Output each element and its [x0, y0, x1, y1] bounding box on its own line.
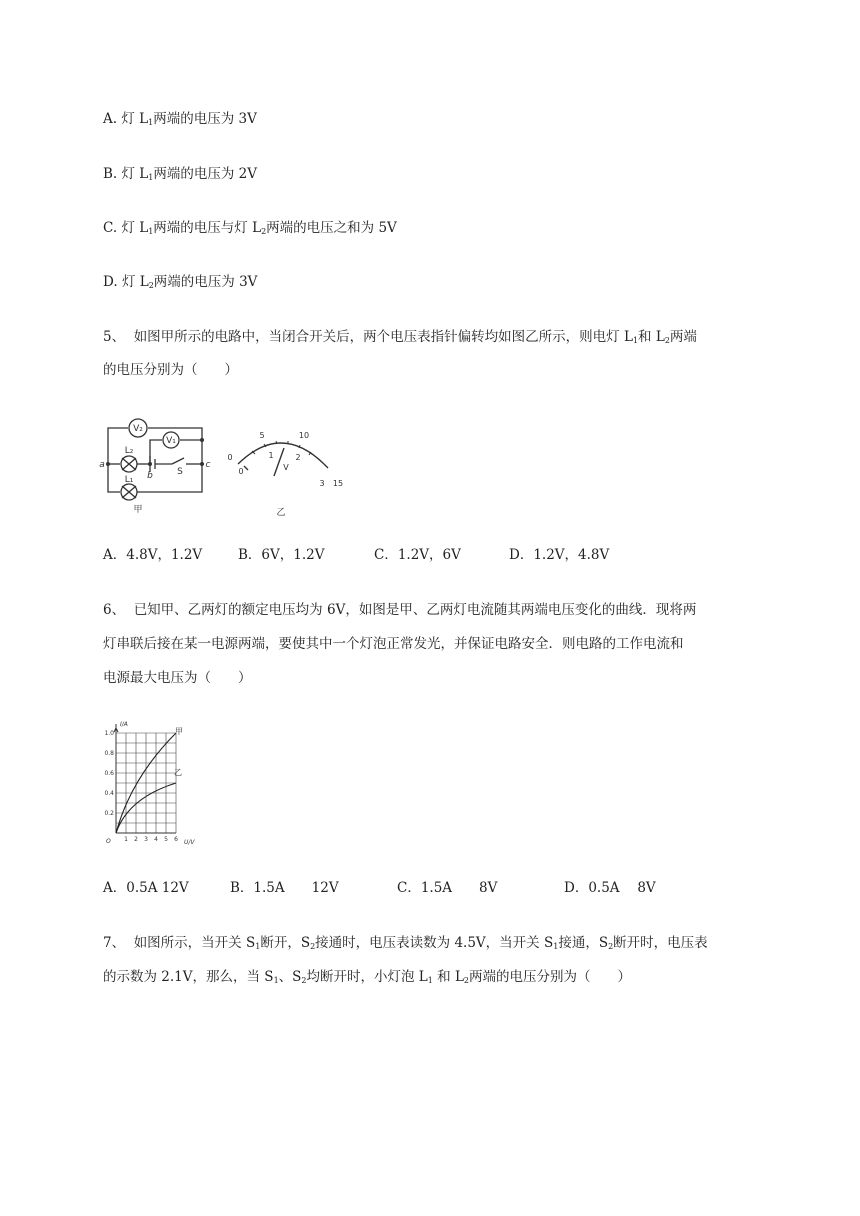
scale-top-10: 10 — [298, 431, 310, 440]
x-tick-4: 4 — [154, 836, 158, 843]
curve-jia-label: 甲 — [175, 727, 183, 736]
v1-label: V₁ — [166, 436, 176, 446]
y-tick-0-4: 0.4 — [104, 790, 114, 797]
scale-top-15: 15 — [332, 479, 344, 488]
q6-stem-line1: 6、 已知甲、乙两灯的额定电压均为 6V，如图是甲、乙两灯电流随其两端电压变化的曲线．现将两 — [103, 602, 697, 618]
scale-bottom-3: 3 — [319, 479, 325, 488]
scale-bottom-2: 2 — [295, 453, 301, 462]
x-tick-3: 3 — [144, 836, 148, 843]
meter-v-label: V — [283, 463, 289, 472]
x-axis-label: U/V — [184, 839, 195, 846]
q5-stem-line2: 的电压分别为（ ） — [103, 362, 238, 378]
scale-top-0: 0 — [227, 453, 233, 462]
q6-option-d: D．0.5A 8V — [564, 880, 656, 896]
q6-stem-line3: 电源最大电压为（ ） — [103, 670, 252, 686]
q5-circuit-figure — [98, 408, 350, 518]
scale-top-5: 5 — [259, 431, 265, 440]
v2-label: V₂ — [133, 424, 143, 434]
q4-option-a: A. 灯 $L_1$两端的电压为 3V — [103, 111, 257, 127]
q4-option-b: B. 灯 $L_1$两端的电压为 2V — [103, 166, 258, 182]
y-tick-0-6: 0.6 — [104, 770, 114, 777]
node-c-label: c — [205, 460, 211, 470]
q4-option-c: C. 灯 $L_1$两端的电压与灯 $L_2$两端的电压之和为 5V — [103, 220, 397, 236]
x-tick-5: 5 — [164, 836, 168, 843]
y-axis-label: I/A — [120, 721, 128, 728]
node-a-label: a — [99, 460, 105, 470]
l1-label: L₁ — [124, 475, 134, 485]
curve-yi-label: 乙 — [174, 768, 182, 777]
x-tick-6: 6 — [174, 836, 178, 843]
x-tick-2: 2 — [134, 836, 138, 843]
node-b-label: b — [147, 471, 153, 481]
q6-option-b: B．1.5A 12V — [230, 880, 339, 896]
q7-stem-line1: 7、 如图所示，当开关 $S_1$断开，$S_2$接通时，电压表读数为 4.5V，当开关 $S_1$接通，$S_2$断开时，电压表 — [103, 935, 708, 951]
q5-stem-line1: 5、 如图甲所示的电路中，当闭合开关后，两个电压表指针偏转均如图乙所示，则电灯 $L_1$和 $L_2$两端 — [103, 329, 697, 345]
q6-iv-graph — [100, 716, 206, 848]
q4-option-d: D. 灯 $L_2$两端的电压为 3V — [103, 274, 258, 290]
q5-option-c: C．1.2V，6V — [374, 547, 461, 563]
scale-bottom-1: 1 — [268, 451, 274, 460]
q5-option-b: B．6V，1.2V — [238, 547, 325, 563]
y-tick-1-0: 1.0 — [104, 730, 114, 737]
x-tick-1: 1 — [124, 836, 128, 843]
q6-option-c: C．1.5A 8V — [397, 880, 498, 896]
switch-label: S — [177, 467, 183, 477]
y-tick-0-2: 0.2 — [104, 810, 114, 817]
q5-option-a: A．4.8V，1.2V — [103, 547, 203, 563]
scale-bottom-0: 0 — [238, 467, 244, 476]
q6-stem-line2: 灯串联后接在某一电源两端，要使其中一个灯泡正常发光，并保证电路安全．则电路的工作电流和 — [103, 636, 684, 652]
q7-stem-line2: 的示数为 2.1V，那么，当 $S_1$、$S_2$均断开时，小灯泡 $L_1$ 和 $L_2$两端的电压分别为（ ） — [103, 969, 632, 985]
fig-jia-label: 甲 — [133, 505, 143, 515]
l2-label: L₂ — [124, 446, 134, 456]
q5-option-d: D．1.2V，4.8V — [509, 547, 610, 563]
fig-yi-label: 乙 — [276, 508, 286, 518]
y-tick-0-8: 0.8 — [104, 750, 114, 757]
q6-option-a: A．0.5A 12V — [103, 880, 189, 896]
origin-label: O — [106, 838, 111, 845]
